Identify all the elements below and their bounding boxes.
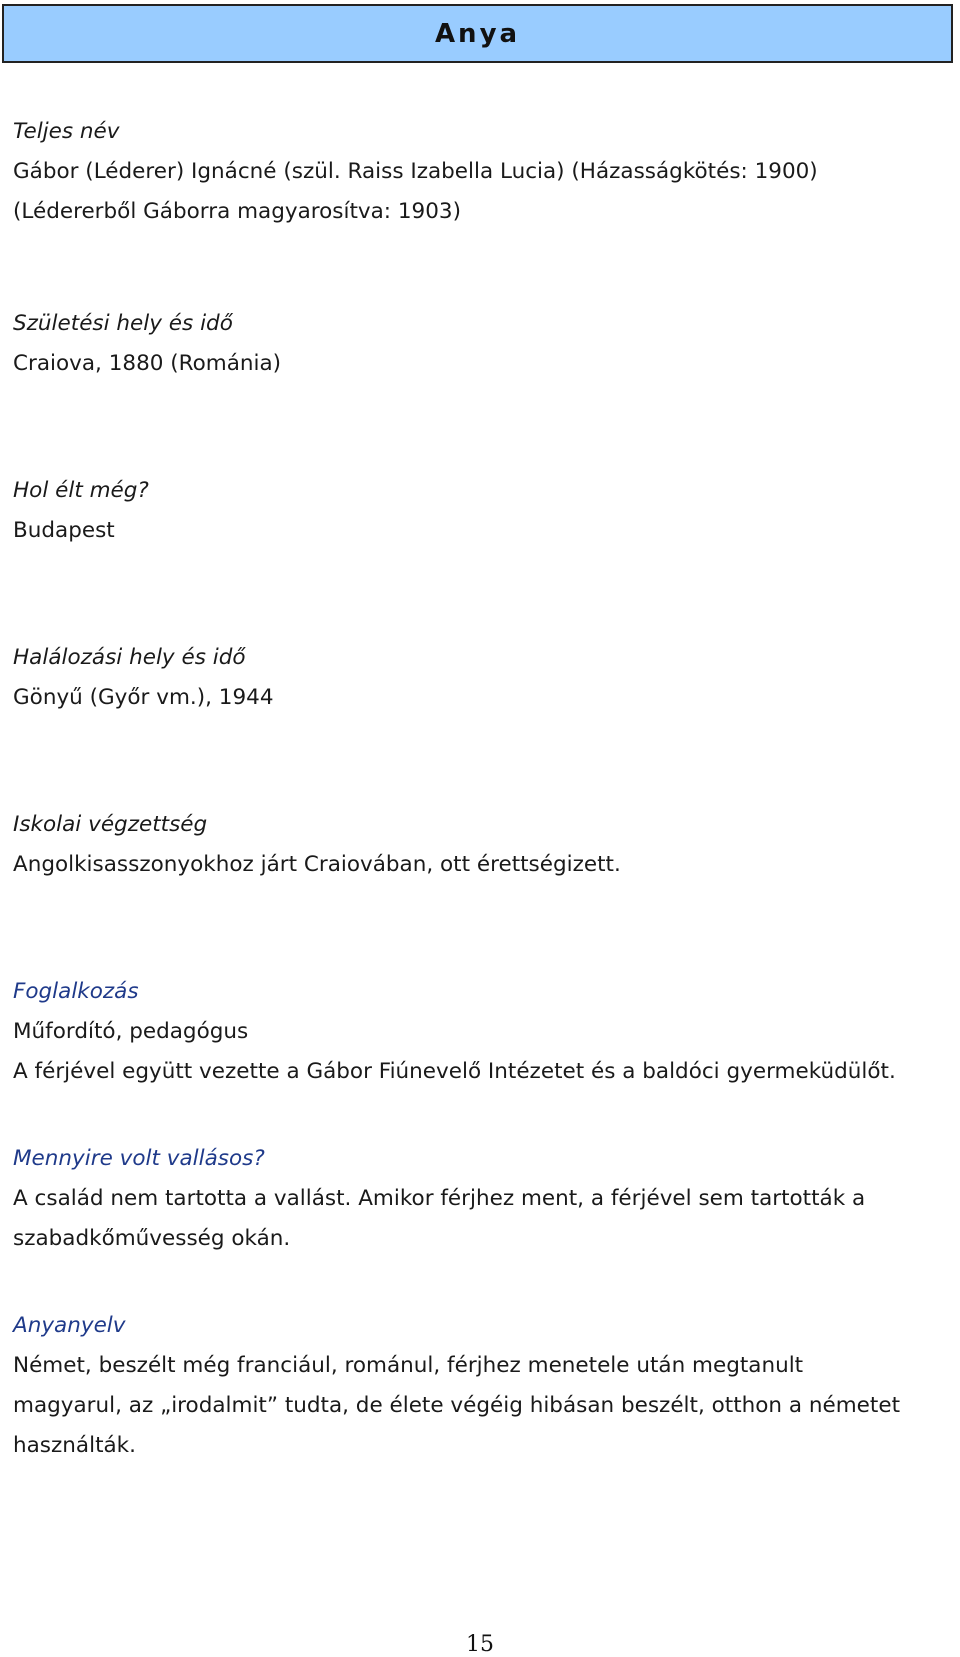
- section-label: Foglalkozás: [13, 979, 139, 1004]
- section-residence: [13, 471, 948, 551]
- section-text-line: A család nem tartotta a vallást. Amikor férjhez ment, a férjével sem tartották a: [13, 1186, 866, 1211]
- section-text-line: Német, beszélt még franciául, románul, férjhez menetele után megtanult: [13, 1353, 804, 1378]
- section-label: Halálozási hely és idő: [13, 645, 246, 670]
- section-label: Mennyire volt vallásos?: [13, 1146, 265, 1171]
- section-text-line: Gábor (Léderer) Ignácné (szül. Raiss Izabella Lucia) (Házasságkötés: 1900): [13, 159, 818, 184]
- section-text-line: Műfordító, pedagógus: [13, 1019, 249, 1044]
- section-text-line: Angolkisasszonyokhoz járt Craiovában, ott érettségizett.: [13, 852, 621, 877]
- section-text-line: használták.: [13, 1433, 136, 1458]
- section-text-line: (Lédererből Gáborra magyarosítva: 1903): [13, 199, 461, 224]
- section-text-line: Gönyű (Győr vm.), 1944: [13, 685, 274, 710]
- section-death: [13, 638, 948, 718]
- page-number: 15: [466, 1632, 494, 1657]
- section-label: Iskolai végzettség: [13, 812, 208, 837]
- section-text-line: A férjével együtt vezette a Gábor Fiúnevelő Intézetet és a baldóci gyermeküdülőt.: [13, 1059, 896, 1084]
- section-occupation: [13, 972, 948, 1092]
- section-native-language: [13, 1306, 948, 1466]
- section-label: Születési hely és idő: [13, 311, 233, 336]
- section-label: Anyanyelv: [13, 1313, 126, 1338]
- page-title: Anya: [434, 18, 521, 49]
- section-text-line: Craiova, 1880 (Románia): [13, 351, 282, 376]
- section-label: Teljes név: [13, 119, 120, 144]
- section-text-line: szabadkőművesség okán.: [13, 1226, 291, 1251]
- section-text-line: magyarul, az „irodalmit” tudta, de élete végéig hibásan beszélt, otthon a németet: [13, 1393, 901, 1418]
- section-label: Hol élt még?: [13, 478, 149, 503]
- section-religion: [13, 1139, 948, 1259]
- section-education: [13, 805, 948, 885]
- section-full-name: [13, 112, 948, 232]
- page-header: [2, 4, 953, 63]
- section-birth: [13, 304, 948, 384]
- section-text-line: Budapest: [13, 518, 115, 543]
